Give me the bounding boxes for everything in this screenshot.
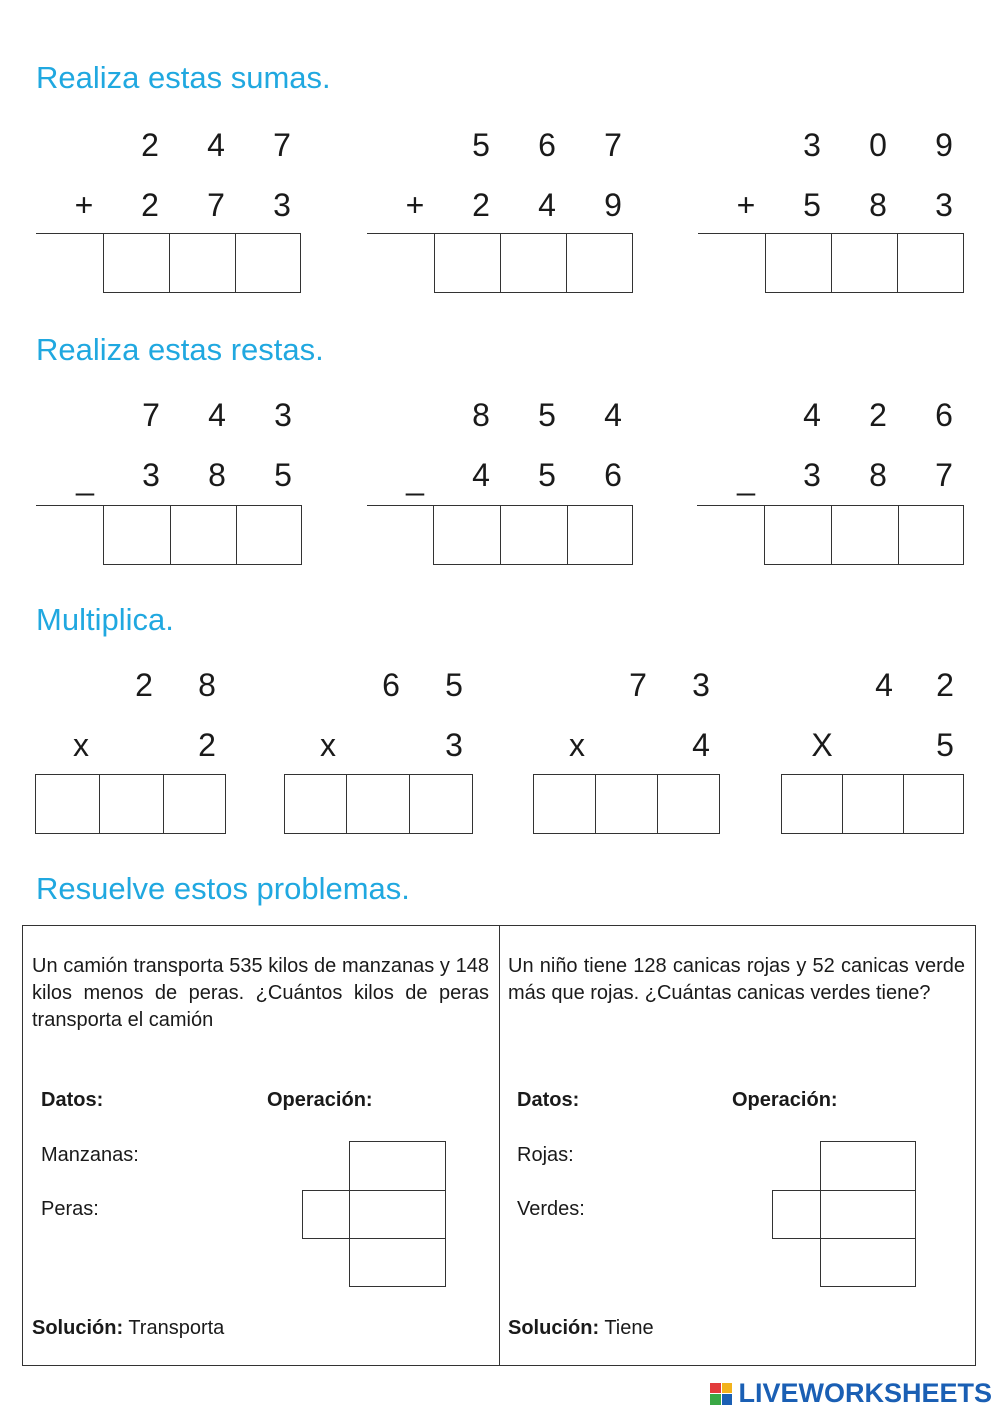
datos-item-label: Rojas: <box>517 1144 574 1166</box>
digit: 4 <box>207 127 225 163</box>
answer-box[interactable] <box>500 505 568 565</box>
operation-sign-box[interactable] <box>302 1190 350 1239</box>
subtraction-line <box>697 505 765 506</box>
datos-item-label: Verdes: <box>517 1198 585 1220</box>
operation-box[interactable] <box>349 1141 446 1191</box>
plus-sign: + <box>736 187 756 223</box>
plus-sign: + <box>405 187 425 223</box>
times-sign: x <box>569 727 585 763</box>
digit: 2 <box>135 667 153 703</box>
digit: 7 <box>604 127 622 163</box>
answer-box[interactable] <box>433 505 501 565</box>
multiplications-heading: Multiplica. <box>36 602 174 637</box>
brand-name: LIVEWORKSHEETS <box>738 1378 992 1408</box>
digit: 8 <box>869 457 887 493</box>
datos-item-label: Manzanas: <box>41 1144 139 1166</box>
operation-result-box[interactable] <box>820 1238 916 1287</box>
digit: 2 <box>198 727 216 763</box>
answer-box[interactable] <box>657 774 720 834</box>
answer-box[interactable] <box>897 233 964 293</box>
minus-sign: _ <box>737 460 755 496</box>
answer-box[interactable] <box>842 774 904 834</box>
answer-box[interactable] <box>764 505 832 565</box>
digit: 5 <box>936 727 954 763</box>
datos-label: Datos: <box>517 1089 580 1111</box>
digit: 7 <box>273 127 291 163</box>
digit: 0 <box>869 127 887 163</box>
digit: 4 <box>692 727 710 763</box>
digit: 5 <box>803 187 821 223</box>
digit: 9 <box>604 187 622 223</box>
times-sign: X <box>811 727 833 763</box>
digit: 6 <box>382 667 400 703</box>
minus-sign: _ <box>406 460 424 496</box>
answer-box[interactable] <box>99 774 164 834</box>
operacion-label: Operación: <box>732 1089 838 1111</box>
answer-box[interactable] <box>831 505 899 565</box>
digit: 8 <box>472 397 490 433</box>
digit: 8 <box>869 187 887 223</box>
answer-box[interactable] <box>765 233 832 293</box>
answer-box[interactable] <box>898 505 964 565</box>
subtractions-heading: Realiza estas restas. <box>36 332 324 367</box>
digit: 2 <box>141 187 159 223</box>
digit: 4 <box>604 397 622 433</box>
answer-box[interactable] <box>235 233 301 293</box>
digit: 4 <box>538 187 556 223</box>
digit: 2 <box>869 397 887 433</box>
subtraction-line <box>36 505 104 506</box>
digit: 5 <box>538 397 556 433</box>
solution-line <box>32 1317 224 1340</box>
answer-box[interactable] <box>346 774 410 834</box>
digit: 4 <box>803 397 821 433</box>
solution-line <box>508 1317 654 1340</box>
answer-box[interactable] <box>434 233 501 293</box>
problems-heading: Resuelve estos problemas. <box>36 871 410 906</box>
liveworksheets-logo <box>710 1378 992 1409</box>
digit: 4 <box>208 397 226 433</box>
digit: 2 <box>141 127 159 163</box>
answer-box[interactable] <box>566 233 633 293</box>
datos-item-label: Peras: <box>41 1198 99 1220</box>
digit: 7 <box>629 667 647 703</box>
solucion-label: Solución: <box>32 1317 124 1339</box>
answer-box[interactable] <box>284 774 347 834</box>
solucion-text: Tiene <box>604 1317 654 1339</box>
problem-text: Un camión transporta 535 kilos de manzanas y 148 kilos menos de peras. ¿Cuántos kilos de peras transporta el camión <box>32 955 489 1031</box>
digit: 4 <box>875 667 893 703</box>
answer-box[interactable] <box>163 774 226 834</box>
answer-box[interactable] <box>170 505 237 565</box>
operation-result-box[interactable] <box>349 1238 446 1287</box>
digit: 7 <box>142 397 160 433</box>
operation-box[interactable] <box>820 1141 916 1191</box>
operacion-label: Operación: <box>267 1089 373 1111</box>
digit: 6 <box>935 397 953 433</box>
answer-box[interactable] <box>169 233 236 293</box>
answer-box[interactable] <box>236 505 302 565</box>
digit: 4 <box>472 457 490 493</box>
digit: 3 <box>142 457 160 493</box>
operation-box[interactable] <box>349 1190 446 1239</box>
digit: 5 <box>445 667 463 703</box>
answer-box[interactable] <box>103 233 170 293</box>
digit: 6 <box>538 127 556 163</box>
plus-sign: + <box>74 187 94 223</box>
answer-box[interactable] <box>500 233 567 293</box>
answer-box[interactable] <box>567 505 633 565</box>
problem-text: Un niño tiene 128 canicas rojas y 52 canicas verde más que rojas. ¿Cuántas canicas verdes tiene? <box>508 955 965 1004</box>
sum-line <box>367 233 435 234</box>
answer-box[interactable] <box>35 774 100 834</box>
answer-box[interactable] <box>533 774 596 834</box>
answer-box[interactable] <box>781 774 843 834</box>
liveworksheets-logo-icon <box>710 1383 732 1405</box>
times-sign: x <box>320 727 336 763</box>
subtraction-line <box>367 505 434 506</box>
digit: 8 <box>208 457 226 493</box>
solucion-label: Solución: <box>508 1317 600 1339</box>
digit: 2 <box>936 667 954 703</box>
digit: 3 <box>803 127 821 163</box>
digit: 3 <box>274 397 292 433</box>
digit: 6 <box>604 457 622 493</box>
digit: 7 <box>935 457 953 493</box>
sum-line <box>36 233 104 234</box>
digit: 3 <box>935 187 953 223</box>
digit: 9 <box>935 127 953 163</box>
answer-box[interactable] <box>409 774 473 834</box>
times-sign: x <box>73 727 89 763</box>
digit: 8 <box>198 667 216 703</box>
answer-box[interactable] <box>831 233 898 293</box>
digit: 3 <box>692 667 710 703</box>
sums-heading: Realiza estas sumas. <box>36 60 331 95</box>
answer-box[interactable] <box>903 774 964 834</box>
sum-line <box>698 233 766 234</box>
answer-box[interactable] <box>595 774 658 834</box>
digit: 3 <box>273 187 291 223</box>
digit: 3 <box>445 727 463 763</box>
digit: 7 <box>207 187 225 223</box>
digit: 2 <box>472 187 490 223</box>
digit: 5 <box>274 457 292 493</box>
operation-sign-box[interactable] <box>772 1190 821 1239</box>
digit: 5 <box>538 457 556 493</box>
solucion-text: Transporta <box>128 1317 225 1339</box>
answer-box[interactable] <box>103 505 171 565</box>
operation-box[interactable] <box>820 1190 916 1239</box>
datos-label: Datos: <box>41 1089 104 1111</box>
digit: 3 <box>803 457 821 493</box>
minus-sign: _ <box>76 460 94 496</box>
digit: 5 <box>472 127 490 163</box>
